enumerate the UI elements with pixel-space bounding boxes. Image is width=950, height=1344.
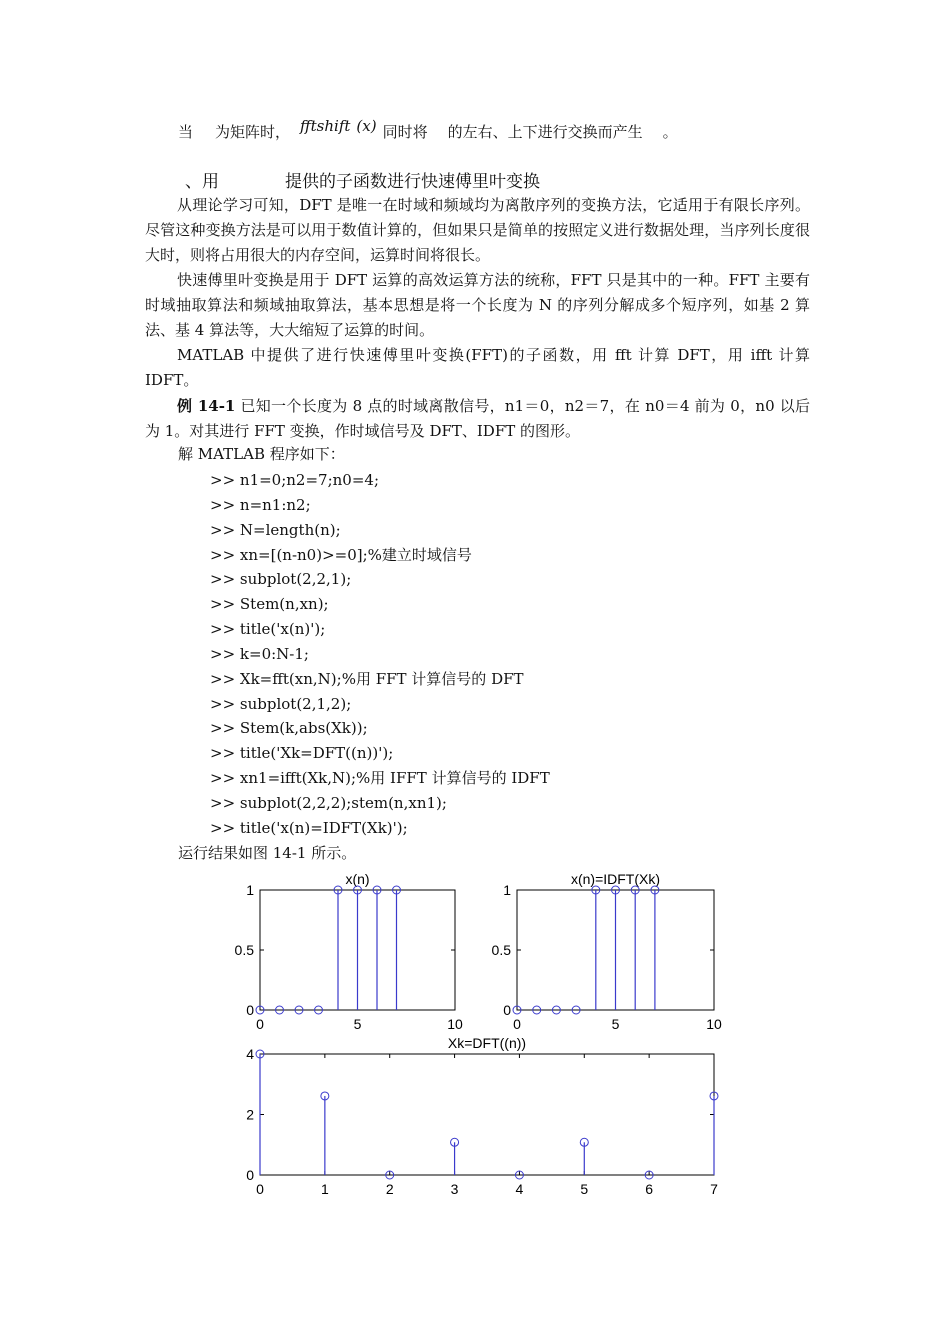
x-tick-label: 0 — [513, 1016, 521, 1032]
paragraph-1: 从理论学习可知，DFT 是唯一在时域和频域均为离散序列的变换方法，它适用于有限长序列。尽管这种变换方法是可以用于数值计算的，但如果只是简单的按照定义进行数据处理，当序列长度很大时，则将占用很大的内存空间，运算时间将很长。 — [145, 196, 810, 264]
code-line: >> title('x(n)'); — [210, 620, 326, 639]
stem-marker — [321, 1092, 329, 1100]
solution-line: 解 MATLAB 程序如下： — [178, 445, 345, 463]
intro-mid: 为矩阵时， — [215, 123, 291, 141]
stem-marker — [645, 1171, 653, 1179]
stem-marker — [276, 1006, 284, 1014]
intro-rest: 的左右、上下进行交换而产生 — [447, 123, 643, 141]
y-tick-label: 0.5 — [234, 942, 254, 958]
stem-marker — [334, 886, 342, 894]
x-tick-label: 5 — [611, 1016, 620, 1032]
code-line: >> N=length(n); — [210, 520, 341, 539]
chart-title: x(n) — [345, 871, 370, 887]
stem-marker — [612, 886, 620, 894]
code-line: >> subplot(2,2,1); — [210, 570, 352, 589]
stem-marker — [515, 1171, 523, 1179]
code-line: >> Stem(k,abs(Xk)); — [210, 719, 368, 738]
x-tick-label: 5 — [353, 1016, 362, 1032]
x-tick-label: 10 — [706, 1016, 722, 1032]
intro-end: 。 — [662, 123, 678, 141]
fftshift-func: fftshift — [300, 117, 351, 135]
stem-marker — [533, 1006, 541, 1014]
stem-marker — [592, 886, 600, 894]
code-line: >> subplot(2,2,2);stem(n,xn1); — [210, 793, 447, 812]
code-line: >> title('Xk=DFT((n))'); — [210, 744, 394, 763]
heading-right: 提供的子函数进行快速傅里叶变换 — [285, 172, 540, 192]
stem-marker — [256, 1006, 264, 1014]
x-tick-label: 0 — [256, 1181, 264, 1197]
y-tick-label: 1 — [246, 882, 254, 898]
x-tick-label: 4 — [515, 1181, 524, 1197]
x-tick-label: 2 — [385, 1181, 394, 1197]
y-tick-label: 4 — [246, 1046, 254, 1062]
stem-marker — [631, 886, 639, 894]
stem-marker — [513, 1006, 521, 1014]
stem-marker — [386, 1171, 394, 1179]
x-tick-label: 1 — [320, 1181, 329, 1197]
code-line: >> n=n1:n2; — [210, 495, 311, 514]
y-tick-label: 1 — [503, 882, 511, 898]
stem-marker — [710, 1092, 718, 1100]
code-line: >> Stem(n,xn); — [210, 595, 329, 614]
stem-marker — [256, 1050, 264, 1058]
stem-marker — [315, 1006, 323, 1014]
x-tick-label: 10 — [447, 1016, 463, 1032]
paragraph-2: 快速傅里叶变换是用于 DFT 运算的高效运算方法的统称，FFT 只是其中的一种。FFT 主要有时域抽取算法和频域抽取算法，基本思想是将一个长度为 N 的序列分解成多个短序列，如基 2 算法、基 4 算法等，大大缩短了运算的时间。 — [145, 271, 810, 339]
intro-prefix: 当 — [178, 123, 194, 141]
intro-line — [178, 117, 678, 142]
stem-marker — [572, 1006, 580, 1014]
chart-title: x(n)=IDFT(Xk) — [570, 871, 661, 887]
x-tick-label: 6 — [645, 1181, 654, 1197]
stem-marker — [451, 1138, 459, 1146]
stem-marker — [651, 886, 659, 894]
stem-marker — [580, 1138, 588, 1146]
plot-frame — [517, 890, 714, 1010]
example-text: 已知一个长度为 8 点的时域离散信号，n1＝0，n2＝7，在 n0＝4 前为 0，n0 以后为 1。对其进行 FFT 变换，作时域信号及 DFT、IDFT 的图形。 — [145, 397, 810, 440]
y-tick-label: 0 — [246, 1002, 254, 1018]
stem-marker — [393, 886, 401, 894]
code-line: >> xn=[(n-n0)>=0];%建立时域信号 — [210, 545, 472, 564]
y-tick-label: 0.5 — [491, 942, 511, 958]
code-line: >> xn1=ifft(Xk,N);%用 IFFT 计算信号的 IDFT — [210, 769, 550, 788]
fftshift-arg: (x) — [356, 117, 377, 135]
code-line: >> k=0:N-1; — [210, 644, 309, 663]
heading-left: 、用 — [185, 172, 219, 192]
code-block — [210, 470, 550, 843]
x-tick-label: 3 — [450, 1181, 459, 1197]
stem-marker — [354, 886, 362, 894]
y-tick-label: 0 — [246, 1167, 254, 1183]
result-line: 运行结果如图 14-1 所示。 — [178, 844, 357, 862]
code-line: >> Xk=fft(xn,N);%用 FFT 计算信号的 DFT — [210, 669, 524, 688]
x-tick-label: 0 — [256, 1016, 264, 1032]
stem-marker — [552, 1006, 560, 1014]
paragraph-3: MATLAB 中提供了进行快速傅里叶变换(FFT)的子函数，用 fft 计算 DFT，用 ifft 计算 IDFT。 — [145, 346, 810, 389]
plot-frame — [260, 890, 455, 1010]
section-heading — [185, 167, 540, 192]
intro-after-func: 同时将 — [382, 123, 428, 141]
x-tick-label: 7 — [710, 1181, 718, 1197]
example-paragraph — [145, 394, 810, 444]
stem-marker — [373, 886, 381, 894]
chart-title: Xk=DFT((n)) — [447, 1035, 527, 1051]
y-tick-label: 0 — [503, 1002, 511, 1018]
plot-frame — [260, 1054, 714, 1175]
code-line: >> title('x(n)=IDFT(Xk)'); — [210, 818, 408, 837]
code-line: >> n1=0;n2=7;n0=4; — [210, 471, 380, 489]
example-label: 例 14-1 — [177, 397, 236, 415]
stem-marker — [295, 1006, 303, 1014]
code-line: >> subplot(2,1,2); — [210, 694, 352, 713]
y-tick-label: 2 — [246, 1106, 254, 1123]
x-tick-label: 5 — [580, 1181, 589, 1197]
